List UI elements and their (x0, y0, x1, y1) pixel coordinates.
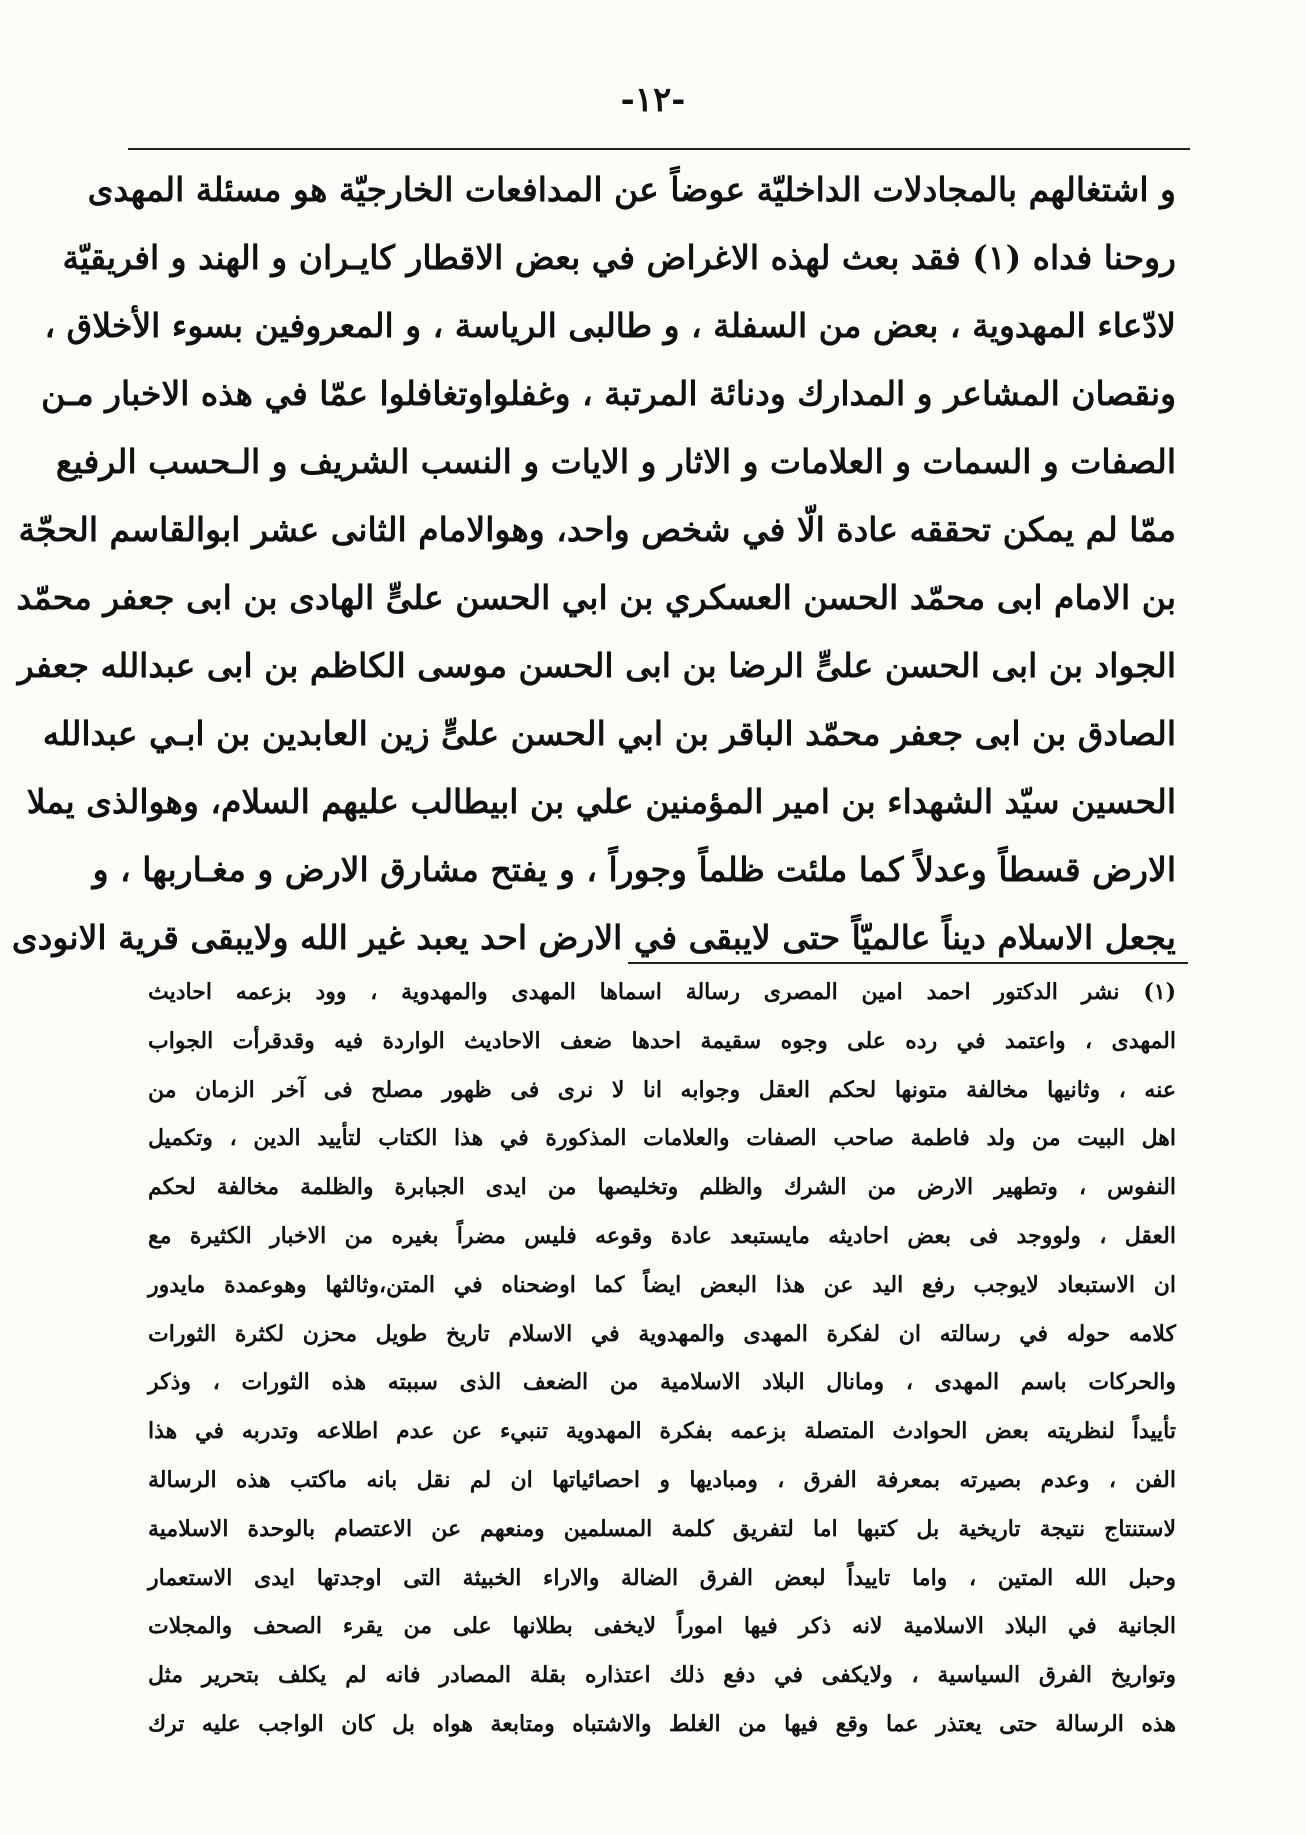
footnote-line: لاستنتاج نتيجة تاريخية بل كتبها اما لتفريق كلمة المسلمين ومنعهم عن الاعتصام بالوحدة الاسلامية (148, 1515, 1176, 1542)
footnote-line: والحركات باسم المهدى ، ومانال البلاد الاسلامية من الضعف الذى سببته هذه الثورات ، وذكر (148, 1369, 1176, 1396)
page-number: -۱۲- (620, 80, 686, 120)
text-line: الجواد بن ابى الحسن علىٍّ الرضا بن ابى الحسن موسى الكاظم بن ابى عبدالله جعفر (17, 646, 1176, 685)
text-line: الارض قسطاً وعدلاً كما ملئت ظلماً وجوراً ، و يفتح مشارق الارض و مغـاربها ، و (92, 850, 1176, 889)
footnote-line: النفوس ، وتطهير الارض من الشرك والظلم وتخليصها من ايدى الجبابرة والظلمة مخالفة لحكم (148, 1174, 1176, 1201)
footnote-line: تأييداً لنظريته بعض الحوادث المتصلة بزعمه بفكرة المهدوية تنبيء عن عدم اطلاعه وتدربه في هذا (148, 1418, 1176, 1445)
footnote-line: الفن ، وعدم بصيرته بمعرفة الفرق ، ومباديها و احصائياتها ان لم نقل بانه ماكتب هذه الرسالة (148, 1466, 1176, 1493)
text-line: الصادق بن ابى جعفر محمّد الباقر بن ابي الحسن علىٍّ زين العابدين بن ابـي عبدالله (42, 714, 1176, 753)
text-line: ونقصان المشاعر و المدارك ودنائة المرتبة ، وغفلواوتغافلوا عمّا في هذه الاخبار مـن (41, 374, 1176, 413)
text-line: الصفات و السمات و العلامات و الاثار و الايات و النسب الشريف و الـحسب الرفيع (55, 442, 1176, 481)
footnote-separator (628, 962, 1188, 964)
text-line: روحنا فداه (۱) فقد بعث لهذه الاغراض في بعض الاقطار كايـران و الهند و افريقيّة (62, 238, 1176, 277)
footnote-line: وتواريخ الفرق السياسية ، ولايكفى في دفع ذلك اعتذاره بقلة المصادر فانه لم يكلف بتحرير مثل (148, 1662, 1176, 1689)
footnotes (148, 968, 1176, 1749)
footnote-line: هذه الرسالة حتى يعتذر عما وقع فيها من الغلط والاشتباه ومتابعة هواه بل كان الواجب عليه ترك (148, 1710, 1176, 1737)
footnote-line: الجانية في البلاد الاسلامية لانه ذكر فيها اموراً لايخفى بطلانها على من يقرء الصحف والمجلات (148, 1613, 1176, 1640)
text-line: و اشتغالهم بالمجادلات الداخليّة عوضاً عن المدافعات الخارجيّة هو مسئلة المهدى (87, 170, 1176, 209)
footnote-line: المهدى ، واعتمد في رده على وجوه سقيمة احدها ضعف الاحاديث الواردة فيه وقدقرأت الجواب (148, 1027, 1176, 1054)
text-line: لادّعاء المهدوية ، بعض من السفلة ، و طالبى الرياسة ، و المعروفين بسوء الأخلاق ، (44, 306, 1176, 345)
footnote-line: عنه ، وثانيها مخالفة متونها لحكم العقل وجوابه انا لا نرى فى ظهور مصلح فى آخر الزمان من (148, 1076, 1176, 1103)
footnote-line: ان الاستبعاد لايوجب رفع اليد عن هذا البعض ايضاً كما اوضحناه في المتن،وثالثها وهوعمدة مايدور (148, 1271, 1176, 1298)
text-line: يجعل الاسلام ديناً عالميّاً حتى لايبقى في الارض احد يعبد غير الله ولايبقى قرية الانودى (11, 918, 1176, 957)
header-rule (128, 148, 1190, 150)
footnote-line: (۱) نشر الدكتور احمد امين المصرى رسالة اسماها المهدى والمهدوية ، وود بزعمه احاديث (148, 979, 1176, 1005)
text-line: بن الامام ابى محمّد الحسن العسكري بن ابي الحسن علىٍّ الهادى بن ابى جعفر محمّد (16, 578, 1176, 617)
text-line: ممّا لم يمكن تحققه عادة الّا في شخص واحد، وهوالامام الثانى عشر ابوالقاسم الحجّة (18, 510, 1176, 549)
main-text (11, 156, 1176, 972)
footnote-line: اهل البيت من ولد فاطمة صاحب الصفات والعلامات المذكورة في هذا الكتاب لتأييد الدين ، وتكميل (148, 1125, 1176, 1152)
footnote-line: العقل ، ولووجد فى بعض احاديثه مايستبعد عادة وقوعه فليس مضراً بغيره من الاخبار الكثيرة مع (148, 1222, 1176, 1249)
footnote-line: وحبل الله المتين ، واما تاييداً لبعض الفرق الضالة والاراء الخبيثة التى اوجدتها ايدى الاستعمار (148, 1564, 1176, 1591)
footnote-line: كلامه حوله في رسالته ان لفكرة المهدى والمهدوية في الاسلام تاريخ طويل محزن لكثرة الثورات (148, 1320, 1176, 1347)
text-line: الحسين سيّد الشهداء بن امير المؤمنين علي بن ابيطالب عليهم السلام، وهوالذى يملا (26, 782, 1176, 821)
